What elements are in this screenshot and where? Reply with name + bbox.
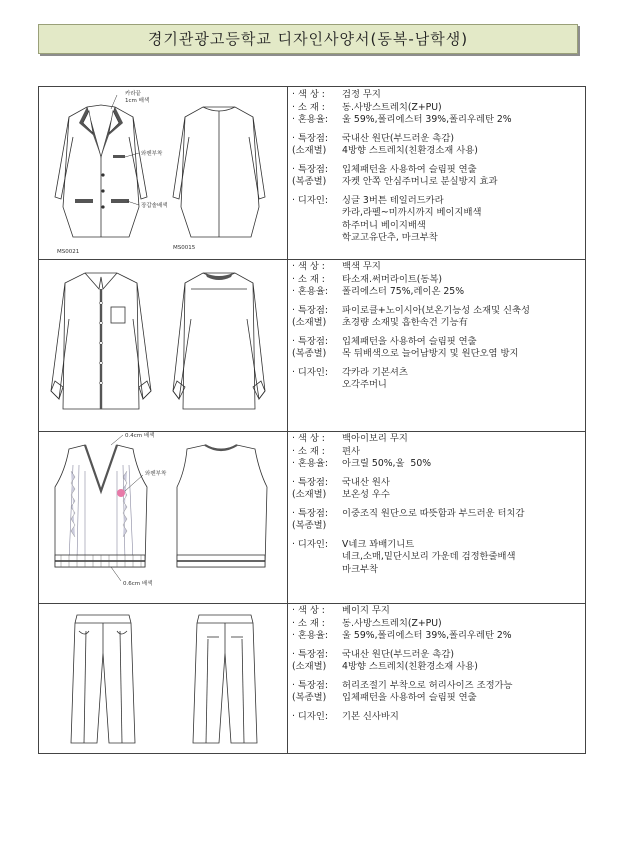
spec-value: 학교고유단추, 마크부착	[342, 232, 438, 243]
spec-key: · 혼용율:	[292, 286, 328, 297]
spec-value: 하주머니 베이지배색	[342, 219, 426, 231]
spec-key	[292, 232, 342, 245]
spec-line	[292, 649, 583, 662]
spec-key: (복종별)	[292, 520, 327, 531]
pants-drawing	[39, 603, 287, 753]
pants-row	[39, 603, 585, 753]
spec-key: · 디자인:	[292, 538, 328, 550]
spec-value: 국내산 원단(부드러운 촉감)	[342, 648, 454, 660]
spec-key: · 색 상 :	[292, 433, 325, 444]
spec-line	[292, 477, 583, 490]
model-code-front: MS0021	[57, 249, 80, 255]
spec-value: 동.사방스트레치(Z+PU)	[342, 617, 442, 629]
spec-line	[292, 348, 583, 361]
spec-value: 아크릴 50%,울 50%	[342, 458, 432, 469]
spec-key: · 소 재 :	[292, 617, 325, 629]
spec-value: 입체패턴을 사용하여 슬림핏 연출	[342, 163, 477, 175]
spec-value: 타소재.써머라이트(동복)	[342, 273, 443, 285]
spec-line	[292, 286, 583, 299]
vest-drawing	[39, 431, 287, 603]
spec-value: 네크,소매,밑단시보리 가운데 검정한줄배색	[342, 551, 516, 562]
model-code-back: MS0015	[173, 245, 196, 251]
shirt-drawing	[39, 259, 287, 431]
spec-line	[292, 232, 583, 245]
callout-collar-trim: 카라끝	[125, 91, 141, 97]
spec-key: (복종별)	[292, 348, 327, 359]
spec-value: 목 뒤배색으로 늘어남방지 및 원단오염 방지	[342, 348, 519, 359]
spec-line	[292, 564, 583, 577]
spec-value: 백색 무지	[342, 261, 381, 272]
spec-key: · 특장점:	[292, 507, 328, 519]
spec-value: 입체패턴을 사용하여 슬림핏 연출	[342, 335, 477, 347]
spec-value: 카라,라펠~미까시까지 베이지배색	[342, 207, 482, 218]
spec-line	[292, 145, 583, 158]
spec-key: · 소 재 :	[292, 445, 325, 457]
spec-key: · 디자인:	[292, 194, 328, 206]
spec-line	[292, 551, 583, 564]
spec-value: 울 59%,폴리에스터 39%,폴리우레탄 2%	[342, 630, 512, 641]
jacket-specs	[292, 89, 583, 245]
spec-line	[292, 661, 583, 674]
spec-line	[292, 367, 583, 380]
spec-key: · 소 재 :	[292, 101, 325, 113]
spec-key: (소재별)	[292, 145, 327, 156]
spec-line	[292, 274, 583, 287]
spec-line	[292, 489, 583, 502]
spec-line	[292, 618, 583, 631]
spec-key: · 특장점:	[292, 132, 328, 144]
spec-value: 동.사방스트레치(Z+PU)	[342, 101, 442, 113]
spec-key: · 특장점:	[292, 304, 328, 316]
spec-key: · 색 상 :	[292, 605, 325, 616]
spec-line	[292, 317, 583, 330]
spec-line	[292, 133, 583, 146]
spec-line	[292, 336, 583, 349]
callout-hem-trim: 0.6cm 배색	[123, 581, 153, 587]
spec-value: 허리조절기 부착으로 허리사이즈 조정가능	[342, 679, 513, 691]
callout-neck-trim: 0.4cm 배색	[125, 433, 155, 439]
spec-key: · 특장점:	[292, 163, 328, 175]
spec-value: 폴리에스터 75%,레이온 25%	[342, 286, 465, 297]
spec-value: 자켓 안쪽 안심주머니로 분실방지 효과	[342, 176, 498, 187]
spec-line	[292, 207, 583, 220]
spec-line	[292, 680, 583, 693]
spec-value: 이중조직 원단으로 따뜻함과 부드러운 터치감	[342, 507, 525, 519]
spec-line	[292, 89, 583, 102]
spec-value: 베이지 무지	[342, 605, 390, 616]
spec-value: 마크부착	[342, 563, 378, 575]
spec-table	[38, 86, 586, 754]
spec-value: 싱글 3버튼 테일러드카라	[342, 194, 444, 206]
spec-key: · 혼용율:	[292, 458, 328, 469]
vest-row	[39, 431, 585, 604]
spec-line	[292, 195, 583, 208]
spec-key: · 색 상 :	[292, 261, 325, 272]
callout-collar-trim-size: 1cm 배색	[125, 98, 150, 104]
spec-line	[292, 458, 583, 471]
jacket-row	[39, 87, 585, 260]
spec-key	[292, 220, 342, 233]
spec-line	[292, 379, 583, 392]
spec-line	[292, 508, 583, 521]
spec-key: · 특장점:	[292, 679, 328, 691]
spec-key: · 특장점:	[292, 476, 328, 488]
spec-key	[292, 207, 342, 220]
spec-value: 4방향 스트레치(친환경소재 사용)	[342, 145, 478, 156]
spec-key: · 색 상 :	[292, 89, 325, 100]
spec-line	[292, 711, 583, 724]
spec-value: 기본 신사바지	[342, 710, 399, 722]
jacket-drawing	[39, 87, 287, 259]
spec-value: 보온성 우수	[342, 489, 390, 500]
spec-key: · 혼용율:	[292, 630, 328, 641]
spec-line	[292, 176, 583, 189]
spec-key: · 디자인:	[292, 366, 328, 378]
spec-value: 각카라 기본셔츠	[342, 366, 408, 378]
spec-value: 국내산 원사	[342, 476, 390, 488]
spec-value: 검정 무지	[342, 89, 381, 100]
callout-pocket-trim: 장갑솔배색	[141, 203, 168, 209]
spec-line	[292, 114, 583, 127]
spec-value: 국내산 원단(부드러운 촉감)	[342, 132, 454, 144]
spec-line	[292, 220, 583, 233]
spec-line	[292, 605, 583, 618]
page-title: 경기관광고등학교 디자인사양서(동복-남학생)	[147, 30, 469, 48]
spec-key: · 특장점:	[292, 335, 328, 347]
spec-line	[292, 539, 583, 552]
spec-value: 편사	[342, 445, 360, 457]
spec-line	[292, 433, 583, 446]
vest-specs	[292, 433, 583, 576]
spec-key: (복종별)	[292, 176, 327, 187]
pants-illustration	[39, 603, 288, 753]
spec-key: · 특장점:	[292, 648, 328, 660]
spec-key: (소재별)	[292, 661, 327, 672]
spec-key: · 혼용율:	[292, 114, 328, 125]
spec-key: · 소 재 :	[292, 273, 325, 285]
spec-value: 파이로클+노이시아(보온기능성 소재및 신축성	[342, 304, 530, 316]
spec-key	[292, 551, 342, 564]
spec-key: (소재별)	[292, 489, 327, 500]
jacket-illustration	[39, 87, 288, 259]
spec-line	[292, 305, 583, 318]
spec-line	[292, 692, 583, 705]
spec-key: (소재별)	[292, 317, 327, 328]
spec-line	[292, 164, 583, 177]
title-banner	[38, 24, 578, 54]
shirt-row	[39, 259, 585, 432]
spec-value: 백아이보리 무지	[342, 433, 408, 444]
spec-key	[292, 379, 342, 392]
spec-line	[292, 102, 583, 115]
spec-value: 초경량 소재및 흡한속건 기능有	[342, 317, 468, 328]
pants-specs	[292, 605, 583, 723]
spec-value: V네크 꽈배기니트	[342, 538, 415, 550]
spec-key	[292, 564, 342, 577]
spec-value: 4방향 스트레치(친환경소재 사용)	[342, 661, 478, 672]
callout-emblem: 와펜부착	[145, 471, 167, 477]
spec-line	[292, 520, 583, 533]
spec-value: 울 59%,폴리에스터 39%,폴리우레탄 2%	[342, 114, 512, 125]
spec-line	[292, 446, 583, 459]
spec-value: 입체패턴을 사용하여 슬림핏 연출	[342, 692, 477, 703]
callout-emblem: 와펜부착	[141, 151, 163, 157]
spec-line	[292, 630, 583, 643]
shirt-specs	[292, 261, 583, 392]
spec-value: 오각주머니	[342, 379, 387, 390]
spec-line	[292, 261, 583, 274]
spec-key: · 디자인:	[292, 710, 328, 722]
spec-key: (복종별)	[292, 692, 327, 703]
vest-illustration	[39, 431, 288, 603]
shirt-illustration	[39, 259, 288, 431]
